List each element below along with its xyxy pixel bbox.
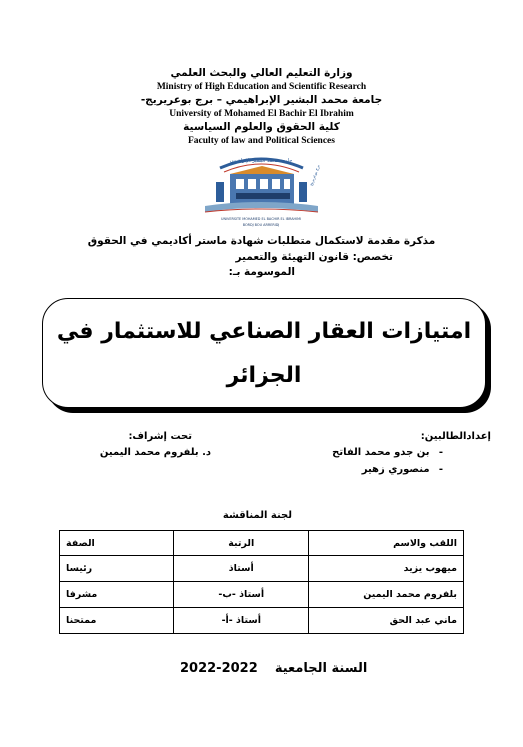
logo-footer-sub: BORDJ BOU ARRERIDJ — [242, 223, 280, 227]
university-logo — [200, 152, 323, 230]
university-ar: جامعة محمد البشير الإبراهيمي – برج بوعريريج- — [140, 94, 383, 106]
jury-header-name: اللقب والاسم — [309, 531, 464, 556]
student-item-2 — [362, 464, 443, 475]
logo-side-text: برج بوعريريج — [308, 163, 321, 187]
student-name-2: منصوري زهير — [361, 464, 430, 475]
university-logo-graphic — [200, 152, 323, 230]
memo-titled: الموسومة بـ: — [228, 266, 295, 278]
ministry-en: Ministry of High Education and Scientific Research — [156, 82, 367, 92]
ministry-ar: وزارة التعليم العالي والبحث العلمي — [170, 67, 353, 79]
faculty-ar: كلية الحقوق والعلوم السياسية — [183, 121, 340, 133]
jury-member-rank: أستاذ — [174, 556, 309, 582]
jury-header-role: الصفة — [60, 531, 174, 556]
table-row — [60, 582, 464, 608]
jury-label: لجنة المناقشة — [222, 510, 292, 521]
jury-member-name: ميهوب يزيد — [309, 556, 464, 582]
jury-member-role: مشرفا — [60, 582, 174, 608]
academic-year — [180, 661, 367, 676]
jury-member-name: بلفروم محمد اليمين — [309, 582, 464, 608]
table-row — [60, 608, 464, 634]
thesis-title-line-1: امتيازات العقار الصناعي للاستثمار في — [56, 319, 472, 344]
faculty-en: Faculty of law and Political Sciences — [188, 136, 335, 146]
student-bullet: - — [438, 464, 443, 475]
jury-member-role: ممتحنا — [60, 608, 174, 634]
jury-member-name: ماني عبد الحق — [309, 608, 464, 634]
memo-specialty: تخصص: قانون التهيئة والتعمير — [235, 251, 393, 263]
jury-table — [59, 530, 464, 634]
jury-member-rank: أستاذ -أ- — [174, 608, 309, 634]
jury-header-rank: الرتبة — [174, 531, 309, 556]
logo-banner-text: جامعة محمد البشير الإبراهيمي — [229, 158, 293, 164]
logo-column-left — [216, 182, 224, 202]
academic-year-label: السنة الجامعية — [274, 661, 368, 676]
academic-year-value: 2022-2022 — [180, 661, 258, 676]
supervisor-name: د. بلفروم محمد اليمين — [99, 447, 211, 458]
thesis-title-line-2: الجزائر — [226, 363, 302, 388]
students-label: إعدادالطالبين: — [420, 431, 491, 442]
student-item-1 — [332, 447, 443, 458]
university-en: University of Mohamed El Bachir El Ibrahim — [169, 109, 354, 119]
student-bullet: - — [438, 447, 443, 458]
logo-column-right — [299, 182, 307, 202]
jury-member-role: رئيسا — [60, 556, 174, 582]
jury-header-row — [60, 531, 464, 556]
table-row — [60, 556, 464, 582]
supervisor-label: تحت إشراف: — [128, 431, 192, 442]
jury-member-rank: أستاذ -ب- — [174, 582, 309, 608]
memo-line-1: مذكرة مقدمة لاستكمال متطلبات شهادة ماستر أكاديمي في الحقوق — [87, 235, 436, 247]
logo-footer-text: UNIVERSITE MOHAMED EL BACHIR EL IBRAHIMI — [221, 217, 301, 221]
student-name-1: بن جدو محمد الفاتح — [332, 447, 430, 458]
thesis-title-box — [42, 298, 486, 408]
